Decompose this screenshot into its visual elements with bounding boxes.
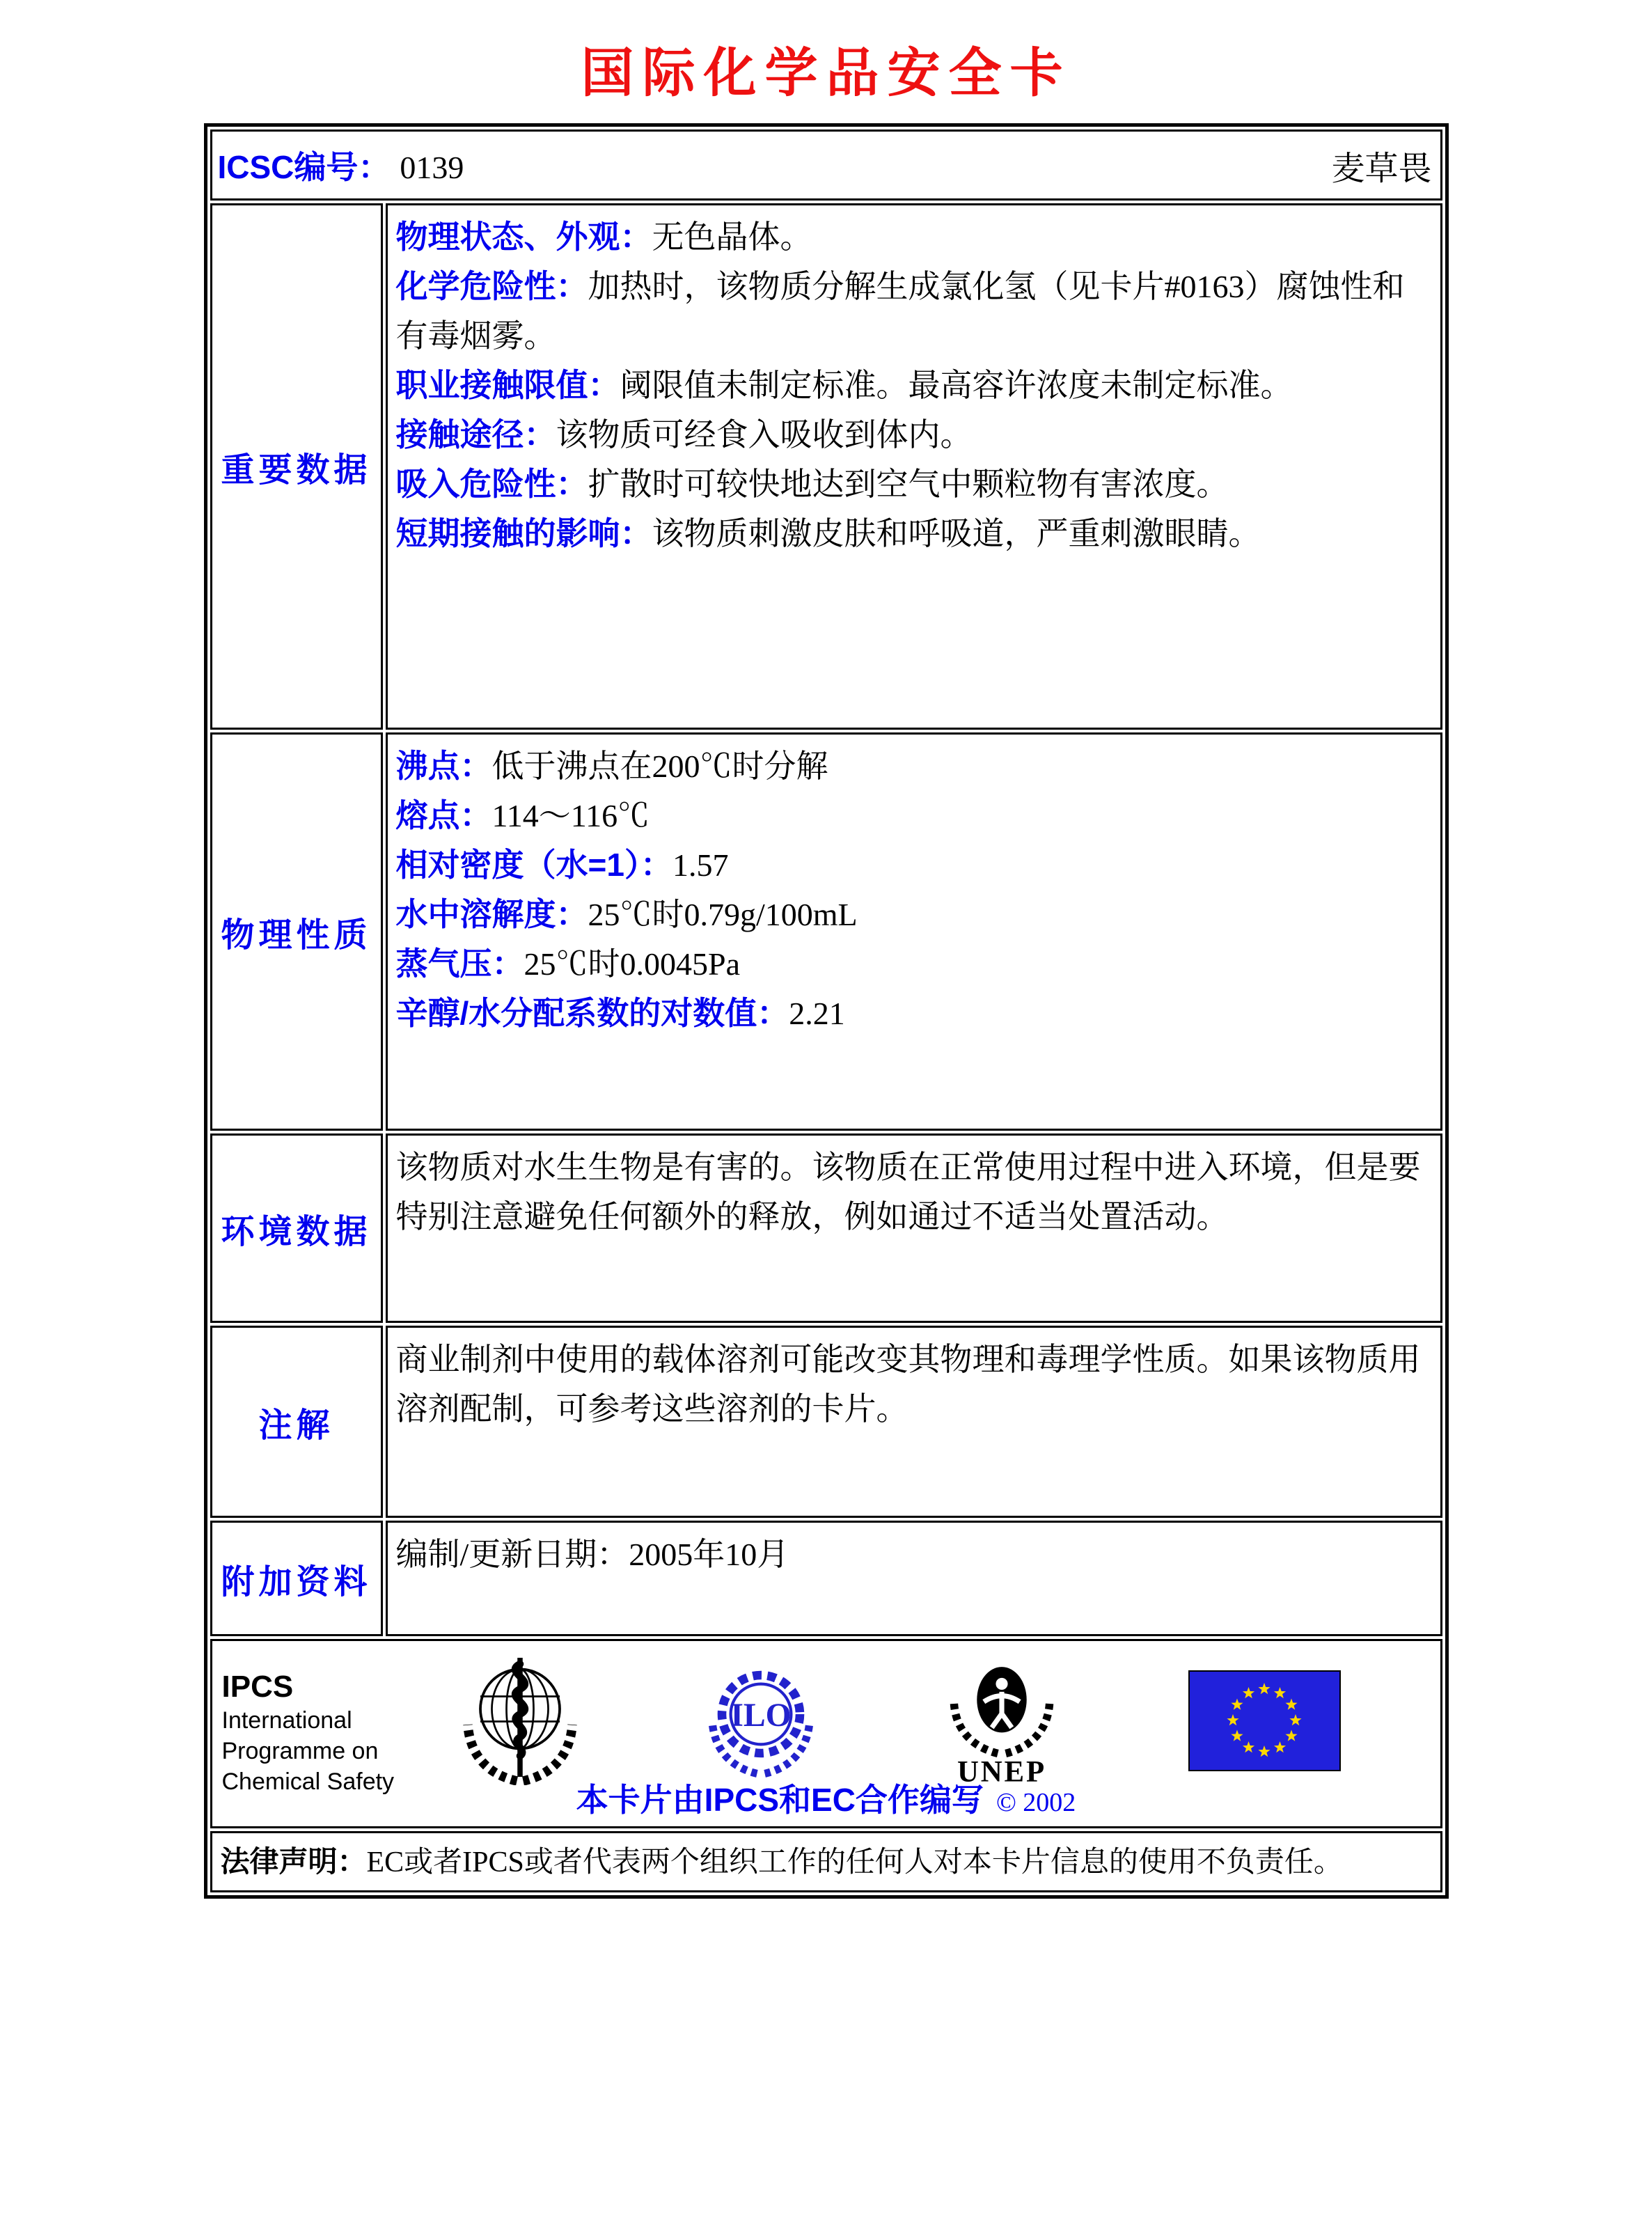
property-line: 蒸气压：25℃时0.0045Pa [395,946,740,982]
footer-caption [212,1775,1440,1821]
legal-label: 法律声明： [220,1844,367,1878]
icsc-number-label: ICSC编号： [217,149,391,185]
property-line: 化学危险性：加热时，该物质分解生成氯化氢（见卡片#0163）腐蚀性和有毒烟雾。 [395,268,1405,354]
ilo-icon [702,1661,819,1778]
section-environmental-data [210,1133,1442,1323]
environmental-data-content [386,1133,1442,1323]
page-title: 国际化学品安全卡 [581,45,1071,103]
section-additional-info [210,1521,1442,1636]
section-label-additional-info: 附加资料 [210,1521,383,1636]
paragraph: 该物质对水生生物是有害的。该物质在正常使用过程中进入环境，但是要特别注意避免任何额外的释放，例如通过不适当处置活动。 [395,1150,1421,1234]
who-icon [457,1649,583,1785]
copyright: © 2002 [996,1788,1076,1817]
section-label-notes: 注解 [210,1326,383,1518]
section-notes [210,1326,1442,1518]
section-label-physical-properties: 物理性质 [210,732,383,1131]
section-label-important-data: 重要数据 [210,203,383,730]
icsc-number-group [218,142,464,188]
paragraph: 商业制剂中使用的载体溶剂可能改变其物理和毒理学性质。如果该物质用溶剂配制，可参考这些溶剂的卡片。 [395,1342,1421,1427]
section-label-environmental-data: 环境数据 [210,1133,383,1323]
notes-content [386,1326,1442,1518]
cooperation-caption: 本卡片由IPCS和EC合作编写 [576,1782,984,1818]
icsc-table [204,123,1449,1899]
footer-logos-row [210,1639,1442,1828]
property-line: 接触途径：该物质可经食入吸收到体内。 [395,416,973,453]
property-line: 吸入危险性：扩散时可较快地达到空气中颗粒物有害浓度。 [395,466,1229,502]
property-line: 沸点：低于沸点在200℃时分解 [395,748,828,784]
legal-row [210,1831,1442,1892]
eu-flag-icon [1188,1670,1341,1771]
ipcs-title: IPCS [221,1670,294,1704]
important-data-content [386,203,1442,730]
section-physical-properties [210,732,1442,1131]
property-line: 辛醇/水分配系数的对数值：2.21 [395,995,845,1031]
physical-properties-content [386,732,1442,1131]
property-line: 职业接触限值：阈限值未制定标准。最高容许浓度未制定标准。 [395,367,1293,403]
additional-info-content [386,1521,1442,1636]
svg-text:UNEP: UNEP [957,1755,1046,1787]
svg-text:ILO: ILO [730,1697,792,1734]
header-row [210,130,1442,201]
section-important-data [210,203,1442,730]
property-line: 相对密度（水=1）：1.57 [395,847,729,883]
property-line: 物理状态、外观：无色晶体。 [395,219,812,255]
property-line: 短期接触的影响：该物质刺激皮肤和呼吸道，严重刺激眼睛。 [395,515,1261,551]
property-line: 编制/更新日期：2005年10月 [395,1537,789,1572]
icsc-number-value: 0139 [400,150,464,185]
legal-text: EC或者IPCS或者代表两个组织工作的任何人对本卡片信息的使用不负责任。 [366,1846,1343,1878]
property-line: 熔点：114～116℃ [395,797,650,833]
chemical-name: 麦草畏 [1331,150,1432,187]
unep-icon [942,1648,1062,1787]
property-line: 水中溶解度：25℃时0.79g/100mL [395,896,858,932]
ipcs-text-block: IPCS International Programme on Chemical Safety [221,1670,395,1795]
